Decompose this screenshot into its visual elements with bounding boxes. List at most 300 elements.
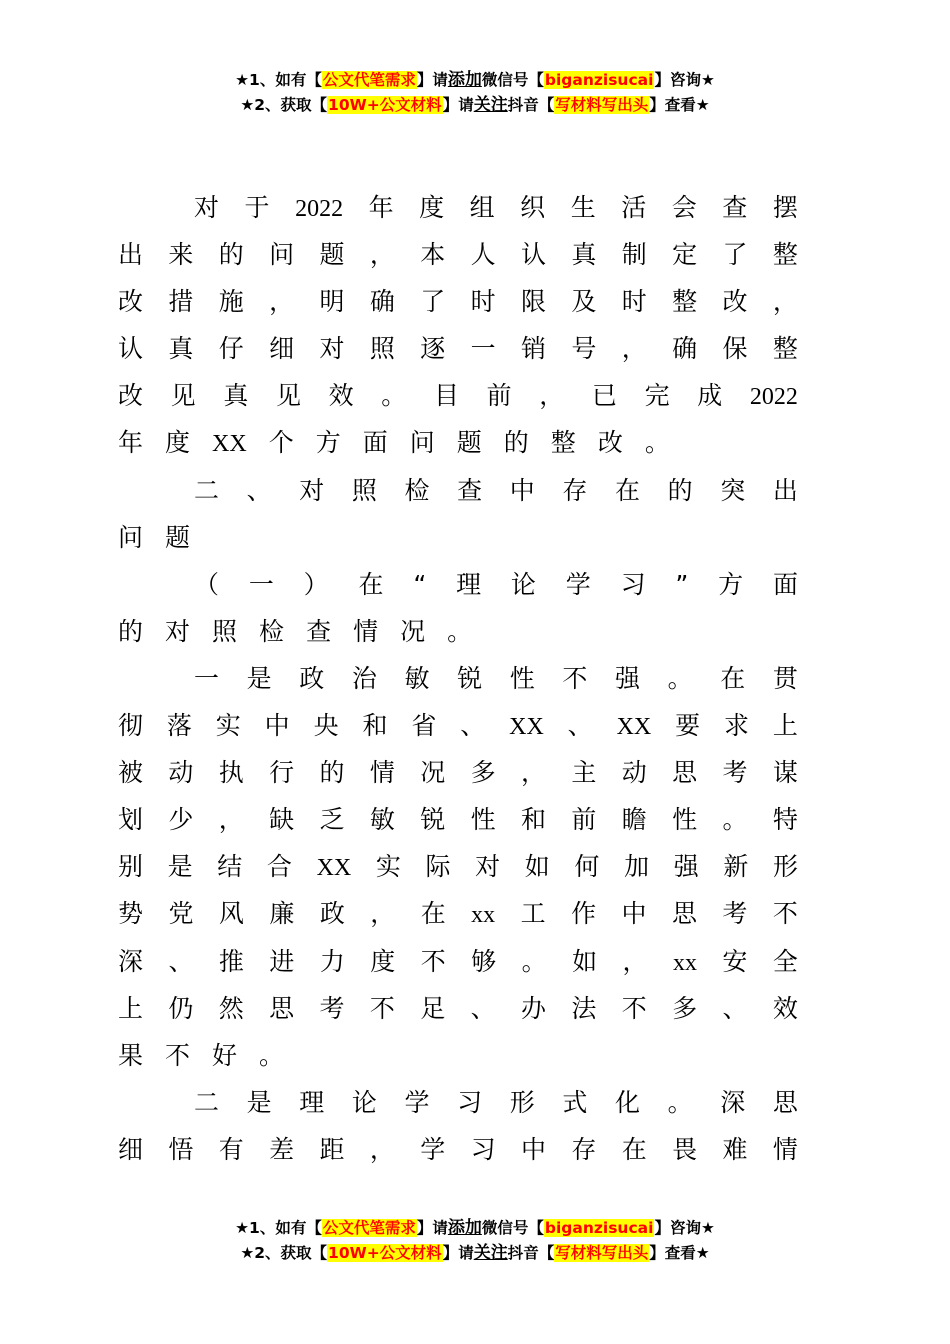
text-char: 的 (667, 475, 693, 505)
text-char: 思 (671, 899, 697, 929)
text-char: 别 (118, 852, 144, 882)
text-char: 销 (521, 334, 547, 364)
text-char: 在 (621, 1134, 647, 1164)
text-line (118, 372, 798, 419)
text-line (118, 890, 798, 937)
text-char: 一 (194, 663, 220, 693)
text-char: 整 (772, 240, 798, 270)
banner-text: 微信号【 (481, 71, 544, 89)
banner-text: 】请 (442, 96, 474, 114)
text-char: 难 (722, 1134, 748, 1164)
text-char: 作 (571, 899, 597, 929)
text-char: 人 (470, 240, 496, 270)
text-char: 改 (118, 381, 144, 411)
text-char: 题 (319, 240, 345, 270)
text-char: 。 (644, 428, 670, 458)
text-char: 多 (672, 993, 698, 1023)
text-char: 施 (218, 287, 244, 317)
text-char: 风 (218, 899, 244, 929)
underlined-text: 添加 (447, 1218, 482, 1238)
text-char: 。 (722, 805, 748, 835)
text-char: 不 (562, 663, 588, 693)
text-char: 已 (591, 381, 617, 411)
text-char: 实 (215, 711, 241, 741)
highlight-text: 公文代笔需求 (322, 71, 416, 89)
text-char: 思 (672, 758, 698, 788)
text-char: 真 (223, 381, 249, 411)
text-char: 学 (420, 1134, 446, 1164)
banner-line-1 (0, 68, 950, 93)
text-char: 的 (503, 428, 529, 458)
banner-text: 】查看★ (649, 96, 710, 114)
text-char: 深 (118, 946, 144, 976)
text-char: ， (539, 381, 565, 411)
text-line (118, 184, 798, 231)
text-char: 多 (470, 758, 496, 788)
text-line (118, 749, 798, 796)
text-char: （ (194, 569, 220, 599)
text-char: 对 (319, 334, 345, 364)
text-char: 效 (772, 993, 798, 1023)
banner-line-2 (0, 1241, 950, 1266)
banner-text: ★2、获取【 (240, 1244, 328, 1262)
header-banner (0, 68, 950, 118)
text-char: 要 (675, 711, 701, 741)
douyin-highlight: 写材料写出头 (555, 1244, 649, 1262)
text-char: 党 (168, 899, 194, 929)
text-char: 真 (571, 240, 597, 270)
text-char: 考 (722, 899, 748, 929)
text-char: 思 (269, 993, 295, 1023)
text-line (118, 843, 798, 890)
text-char: 省 (411, 711, 437, 741)
text-char: 、 (470, 993, 496, 1023)
text-char: 题 (456, 428, 482, 458)
text-char: 央 (313, 711, 339, 741)
text-line (118, 419, 798, 466)
text-char: 照 (212, 616, 238, 646)
text-char: 是 (167, 852, 193, 882)
text-char: 来 (168, 240, 194, 270)
banner-text: 抖音【 (507, 96, 555, 114)
text-char: 会 (671, 193, 697, 222)
text-char: 方 (718, 569, 744, 599)
text-line (118, 1079, 798, 1126)
text-char: 中 (621, 899, 647, 929)
highlight-text: 10W+公文材料 (328, 96, 442, 114)
text-line (118, 1032, 798, 1079)
text-char: 敏 (369, 805, 395, 835)
underlined-text: 关注 (473, 1243, 508, 1263)
text-char: 瞻 (621, 805, 647, 835)
text-char: ， (218, 805, 244, 835)
text-char: 安 (722, 946, 748, 976)
wechat-id-highlight: biganzisucai (544, 71, 654, 89)
text-char: 深 (720, 1087, 746, 1117)
text-char: 时 (470, 287, 496, 317)
text-char: 情 (772, 1134, 798, 1164)
text-char: 问 (269, 240, 295, 270)
text-char: 出 (118, 240, 144, 270)
text-char: 中 (521, 1134, 547, 1164)
text-char: ， (521, 758, 547, 788)
text-char: 理 (299, 1087, 325, 1117)
text-char: 的 (118, 616, 144, 646)
text-char: 真 (168, 334, 194, 364)
text-char: 细 (269, 334, 295, 364)
text-char: “ (413, 569, 427, 599)
text-char: 特 (772, 805, 798, 835)
text-char: 明 (319, 287, 345, 317)
text-char: 在 (420, 899, 446, 929)
text-char: 面 (772, 569, 798, 599)
text-line (118, 514, 798, 561)
text-char: ） (303, 569, 329, 599)
text-char: 何 (574, 852, 600, 882)
text-char: 认 (118, 334, 144, 364)
text-line (118, 796, 798, 843)
text-char: 敏 (404, 663, 430, 693)
text-char: 仔 (218, 334, 244, 364)
text-char: 完 (644, 381, 670, 411)
text-char: 、 (168, 946, 194, 976)
text-char: 整 (672, 287, 698, 317)
text-char: 检 (259, 616, 285, 646)
text-char: ， (772, 287, 798, 317)
text-char: 中 (509, 475, 535, 505)
text-char: 缺 (269, 805, 295, 835)
text-char: 认 (521, 240, 547, 270)
text-char: 全 (772, 946, 798, 976)
text-char: 谋 (772, 758, 798, 788)
text-char: 、 (722, 993, 748, 1023)
text-char: 在 (720, 663, 746, 693)
text-char: 目 (433, 381, 459, 411)
text-char: 见 (170, 381, 196, 411)
text-char: 年 (118, 428, 144, 458)
text-char: 执 (218, 758, 244, 788)
text-char: 照 (369, 334, 395, 364)
text-char: XX (212, 431, 247, 458)
text-char: 够 (471, 946, 497, 976)
text-char: 及 (571, 287, 597, 317)
banner-text: 】查看★ (649, 1244, 710, 1262)
text-char: 细 (118, 1134, 144, 1164)
text-line (118, 561, 798, 608)
text-line (118, 985, 798, 1032)
text-char: xx (471, 902, 496, 929)
banner-text: 】请 (416, 1219, 448, 1237)
text-char: 差 (269, 1134, 295, 1164)
text-char: 题 (165, 522, 191, 552)
text-char: 政 (299, 663, 325, 693)
text-char: 一 (470, 334, 496, 364)
text-char: 结 (217, 852, 243, 882)
text-char: 情 (369, 758, 395, 788)
text-char: 、 (246, 475, 272, 505)
banner-text: ★1、如有【 (235, 1219, 322, 1237)
text-char: 定 (672, 240, 698, 270)
underlined-text: 添加 (447, 70, 482, 90)
text-line (118, 608, 798, 655)
text-char: ， (622, 946, 648, 976)
text-char: 动 (621, 758, 647, 788)
text-char: 的 (319, 758, 345, 788)
text-char: 对 (299, 475, 325, 505)
text-char: 形 (772, 852, 798, 882)
text-char: 生 (570, 193, 596, 222)
text-char: 对 (475, 852, 501, 882)
text-char: 存 (571, 1134, 597, 1164)
text-char: 悟 (168, 1134, 194, 1164)
text-char: 时 (621, 287, 647, 317)
text-char: 和 (362, 711, 388, 741)
text-char: 是 (246, 1087, 272, 1117)
text-char: 性 (672, 805, 698, 835)
text-char: 学 (404, 1087, 430, 1117)
text-char: 检 (404, 475, 430, 505)
highlight-text: 公文代笔需求 (322, 1219, 416, 1237)
text-char: 强 (615, 663, 641, 693)
text-char: 方 (315, 428, 341, 458)
text-char: 存 (562, 475, 588, 505)
text-char: 落 (166, 711, 192, 741)
text-char: 性 (509, 663, 535, 693)
text-char: 如 (524, 852, 550, 882)
banner-line-2 (0, 93, 950, 118)
text-char: 措 (168, 287, 194, 317)
text-char: 制 (621, 240, 647, 270)
text-char: 有 (218, 1134, 244, 1164)
text-line (118, 467, 798, 514)
text-line (118, 231, 798, 278)
underlined-text: 关注 (473, 95, 508, 115)
text-char: 、 (567, 711, 593, 741)
document-body (118, 184, 798, 1173)
text-char: 摆 (772, 193, 798, 222)
text-char: 上 (118, 993, 144, 1023)
douyin-highlight: 写材料写出头 (555, 96, 649, 114)
wechat-id-highlight: biganzisucai (544, 1219, 654, 1237)
text-char: 不 (621, 993, 647, 1023)
text-char: 。 (259, 1040, 285, 1070)
text-char: 。 (667, 663, 693, 693)
text-char: 少 (168, 805, 194, 835)
text-char: 学 (565, 569, 591, 599)
banner-text: 】咨询★ (654, 1219, 715, 1237)
text-char: 况 (400, 616, 426, 646)
highlight-text: 10W+公文材料 (328, 1244, 442, 1262)
text-char: 廉 (269, 899, 295, 929)
text-char: 限 (521, 287, 547, 317)
text-char: 的 (218, 240, 244, 270)
text-char: 年 (368, 193, 394, 222)
text-char: 好 (212, 1040, 238, 1070)
banner-text: 】请 (442, 1244, 474, 1262)
text-char: 化 (615, 1087, 641, 1117)
text-char: 本 (420, 240, 446, 270)
text-char: 办 (521, 993, 547, 1023)
text-char: 度 (419, 193, 445, 222)
banner-text: ★2、获取【 (240, 96, 328, 114)
text-char: 政 (319, 899, 345, 929)
text-char: 锐 (420, 805, 446, 835)
text-char: 划 (118, 805, 144, 835)
banner-text: 抖音【 (507, 1244, 555, 1262)
text-char: 式 (562, 1087, 588, 1117)
text-char: 理 (456, 569, 482, 599)
text-char: 考 (319, 993, 345, 1023)
text-char: 于 (244, 193, 270, 222)
text-char: 论 (351, 1087, 377, 1117)
text-char: 思 (772, 1087, 798, 1117)
text-char: 情 (353, 616, 379, 646)
text-char: 动 (168, 758, 194, 788)
text-char: 是 (246, 663, 272, 693)
text-char: 进 (269, 946, 295, 976)
text-line (118, 325, 798, 372)
text-char: 考 (722, 758, 748, 788)
banner-text: ★1、如有【 (235, 71, 322, 89)
text-char: 出 (772, 475, 798, 505)
text-char: 求 (724, 711, 750, 741)
text-char: 习 (620, 569, 646, 599)
text-char: 推 (218, 946, 244, 976)
text-char: 。 (447, 616, 473, 646)
text-char: 确 (672, 334, 698, 364)
text-line (118, 938, 798, 985)
text-char: 工 (520, 899, 546, 929)
text-char: 习 (470, 1134, 496, 1164)
text-char: 活 (621, 193, 647, 222)
text-char: 前 (571, 805, 597, 835)
text-char: 性 (470, 805, 496, 835)
text-char: 果 (118, 1040, 144, 1070)
text-char: XX (509, 714, 544, 741)
text-char: ， (621, 334, 647, 364)
text-char: 对 (194, 193, 220, 222)
text-char: 中 (264, 711, 290, 741)
text-char: 贯 (772, 663, 798, 693)
text-char: 仍 (168, 993, 194, 1023)
banner-text: 微信号【 (481, 1219, 544, 1237)
text-char: 行 (269, 758, 295, 788)
footer-banner (0, 1216, 950, 1266)
text-char: 距 (319, 1134, 345, 1164)
text-char: 度 (370, 946, 396, 976)
text-char: 前 (486, 381, 512, 411)
text-char: 面 (362, 428, 388, 458)
text-char: 。 (521, 946, 547, 976)
text-char: 不 (420, 946, 446, 976)
text-char: 改 (597, 428, 623, 458)
text-char: 不 (772, 899, 798, 929)
text-char: 问 (118, 522, 144, 552)
text-char: 治 (351, 663, 377, 693)
text-char: 在 (358, 569, 384, 599)
text-char: 论 (510, 569, 536, 599)
text-char: 。 (667, 1087, 693, 1117)
text-char: 然 (218, 993, 244, 1023)
text-char: ” (675, 569, 689, 599)
text-char: 合 (266, 852, 292, 882)
text-char: 如 (572, 946, 598, 976)
text-char: 查 (457, 475, 483, 505)
text-char: 在 (615, 475, 641, 505)
text-char: 被 (118, 758, 144, 788)
text-char: 2022 (749, 384, 798, 411)
text-char: 加 (624, 852, 650, 882)
text-char: 了 (420, 287, 446, 317)
text-char: 彻 (118, 711, 144, 741)
text-char: 组 (469, 193, 495, 222)
text-char: ， (269, 287, 295, 317)
text-char: 习 (457, 1087, 483, 1117)
text-char: 个 (268, 428, 294, 458)
text-char: 锐 (457, 663, 483, 693)
text-char: 效 (328, 381, 354, 411)
text-char: 况 (420, 758, 446, 788)
text-char: 整 (772, 334, 798, 364)
text-char: 际 (425, 852, 451, 882)
text-char: 保 (722, 334, 748, 364)
text-line (118, 655, 798, 702)
text-char: 了 (722, 240, 748, 270)
text-char: 成 (697, 381, 723, 411)
text-char: 度 (165, 428, 191, 458)
text-char: 新 (723, 852, 749, 882)
text-char: 、 (460, 711, 486, 741)
text-char: 形 (509, 1087, 535, 1117)
text-char: 确 (369, 287, 395, 317)
text-char: ， (369, 240, 395, 270)
text-char: 乏 (319, 805, 345, 835)
text-char: 改 (722, 287, 748, 317)
text-char: 整 (550, 428, 576, 458)
text-char: 和 (521, 805, 547, 835)
text-line (118, 702, 798, 749)
banner-line-1 (0, 1216, 950, 1241)
banner-text: 】请 (416, 71, 448, 89)
text-char: ， (370, 899, 396, 929)
text-char: 一 (248, 569, 274, 599)
text-char: 实 (375, 852, 401, 882)
text-char: XX (316, 855, 352, 882)
text-char: 不 (165, 1040, 191, 1070)
text-char: 对 (165, 616, 191, 646)
text-char: 查 (722, 193, 748, 222)
text-char: 改 (118, 287, 144, 317)
text-char: 足 (420, 993, 446, 1023)
text-char: 二 (194, 1087, 220, 1117)
text-char: 不 (369, 993, 395, 1023)
text-char: 上 (772, 711, 798, 741)
text-char: 主 (571, 758, 597, 788)
banner-text: 】咨询★ (654, 71, 715, 89)
text-char: XX (616, 714, 652, 741)
text-char: 势 (118, 899, 144, 929)
text-char: 。 (381, 381, 407, 411)
text-line (118, 278, 798, 325)
text-char: 织 (520, 193, 546, 222)
text-char: 突 (720, 475, 746, 505)
text-char: 查 (306, 616, 332, 646)
text-char: 法 (571, 993, 597, 1023)
text-char: 力 (319, 946, 345, 976)
text-char: 畏 (672, 1134, 698, 1164)
text-char: 强 (673, 852, 699, 882)
text-char: 问 (409, 428, 435, 458)
